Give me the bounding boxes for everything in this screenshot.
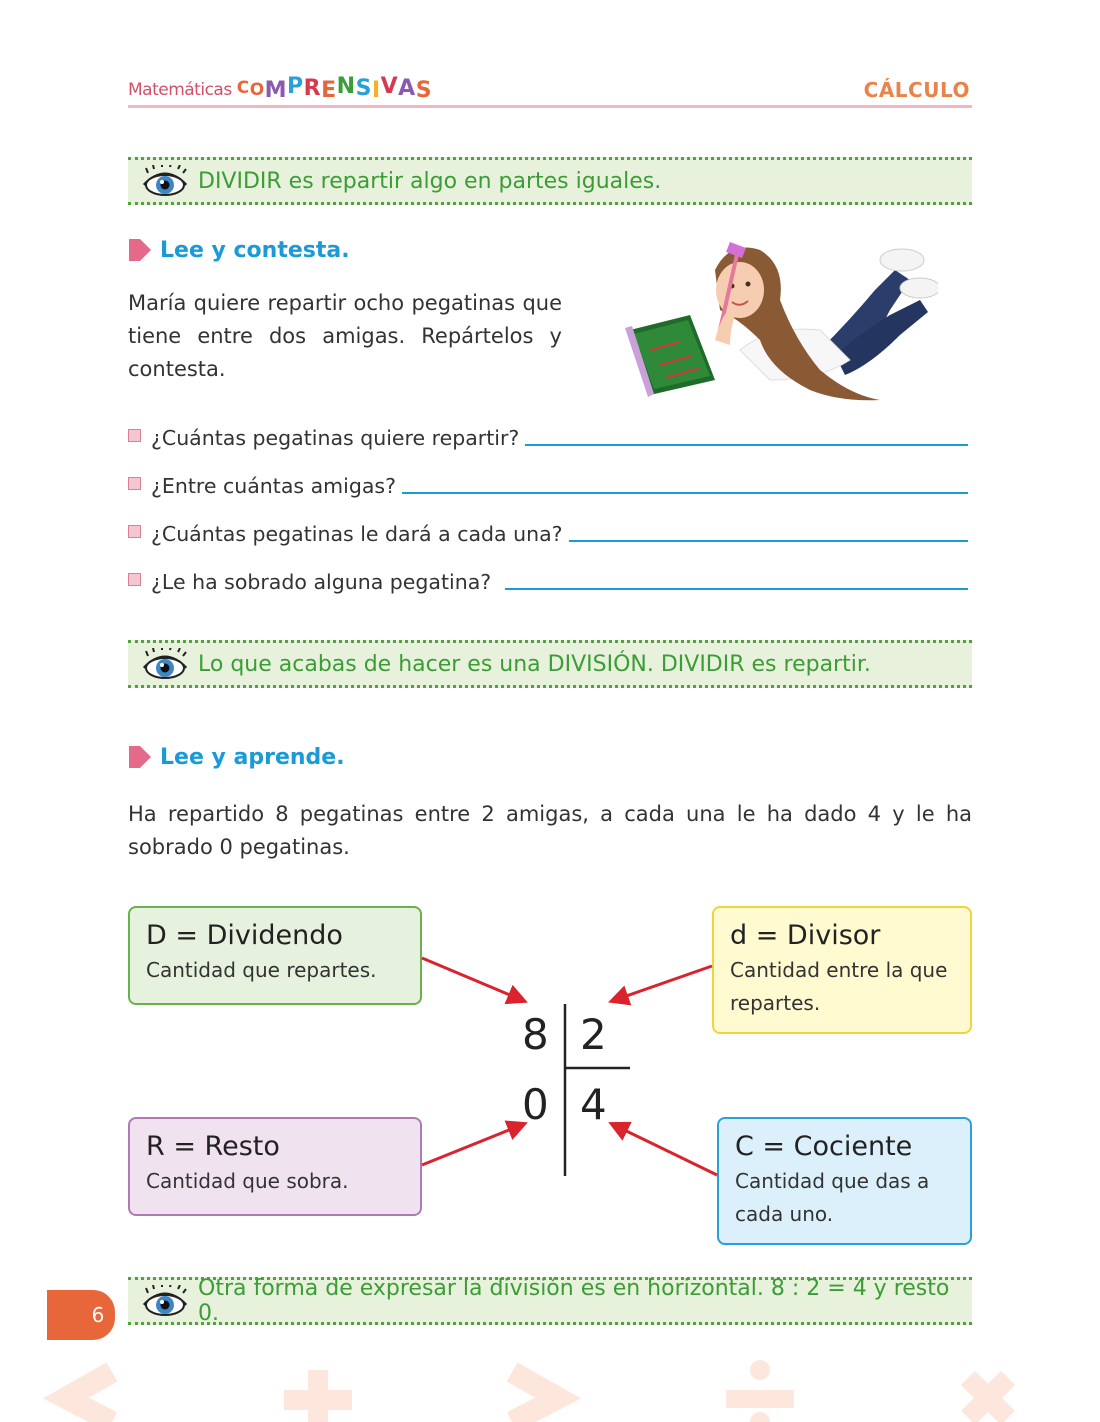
- brand-letter: M: [264, 78, 288, 103]
- section-label: Lee y contesta.: [160, 237, 350, 263]
- box-title: D = Dividendo: [146, 920, 343, 951]
- brand-letter: S: [415, 78, 433, 103]
- arrow-to-dividend: [422, 958, 524, 1001]
- note-text: DIVIDIR es repartir algo en partes iguales.: [198, 168, 662, 194]
- question-text: ¿Cuántas pegatinas le dará a cada una?: [151, 522, 563, 546]
- arrow-to-quotient: [612, 1124, 717, 1175]
- greater-than-icon: [512, 1372, 558, 1422]
- box-description: Cantidad que sobra.: [146, 1169, 349, 1193]
- note-text: Lo que acabas de hacer es una DIVISIÓN. DIVIDIR es repartir.: [198, 651, 871, 677]
- quotient-number: 4: [580, 1080, 607, 1129]
- plus-icon: [284, 1370, 352, 1422]
- question-text: ¿Entre cuántas amigas?: [151, 474, 396, 498]
- divide-icon: [726, 1360, 794, 1422]
- brand-letter: R: [303, 76, 322, 101]
- arrow-to-remainder: [422, 1124, 524, 1165]
- box-title: R = Resto: [146, 1131, 280, 1162]
- divisor-number: 2: [580, 1010, 607, 1059]
- learn-text: Ha repartido 8 pegatinas entre 2 amigas, a cada una le ha dado 4 y le ha sobrado 0 pegatinas.: [128, 802, 972, 859]
- box-title: d = Divisor: [730, 920, 881, 951]
- problem-text: María quiere repartir ocho pegatinas que tiene entre dos amigas. Repártelos y contesta.: [128, 291, 562, 381]
- multiply-icon: [968, 1378, 1008, 1418]
- arrow-to-divisor: [612, 966, 712, 1001]
- page-number: 6: [91, 1303, 105, 1327]
- dividend-number: 8: [522, 1010, 549, 1059]
- box-description: Cantidad que das a cada uno.: [735, 1169, 930, 1226]
- box-description: Cantidad que repartes.: [146, 958, 377, 982]
- note-text: Otra forma de expresar la división es en horizontal. 8 : 2 = 4 y resto 0.: [198, 1276, 950, 1326]
- brand-letter: E: [321, 78, 337, 103]
- brand-letter: A: [398, 76, 416, 101]
- brand-letter: I: [371, 78, 381, 103]
- decorative-math-symbols: [0, 1360, 1100, 1422]
- brand-letter: C: [236, 78, 250, 98]
- section-title: CÁLCULO: [863, 78, 970, 102]
- brand-letter: P: [287, 74, 304, 99]
- less-than-icon: [66, 1372, 112, 1422]
- brand-letter: N: [336, 74, 356, 99]
- eye-icon: [140, 1285, 190, 1317]
- box-title: C = Cociente: [735, 1131, 913, 1162]
- brand-letter: O: [249, 80, 265, 100]
- section-label: Lee y aprende.: [160, 744, 345, 770]
- box-description: Cantidad entre la que repartes.: [730, 958, 948, 1015]
- page-number-tab: [47, 1290, 115, 1340]
- brand-letter: S: [355, 76, 372, 101]
- brand-letter: V: [380, 74, 399, 99]
- remainder-number: 0: [522, 1080, 549, 1129]
- series-title: Matemáticas: [128, 80, 232, 100]
- question-text: ¿Le ha sobrado alguna pegatina?: [151, 570, 492, 594]
- question-text: ¿Cuántas pegatinas quiere repartir?: [151, 426, 520, 450]
- note-band-3: [128, 1277, 972, 1325]
